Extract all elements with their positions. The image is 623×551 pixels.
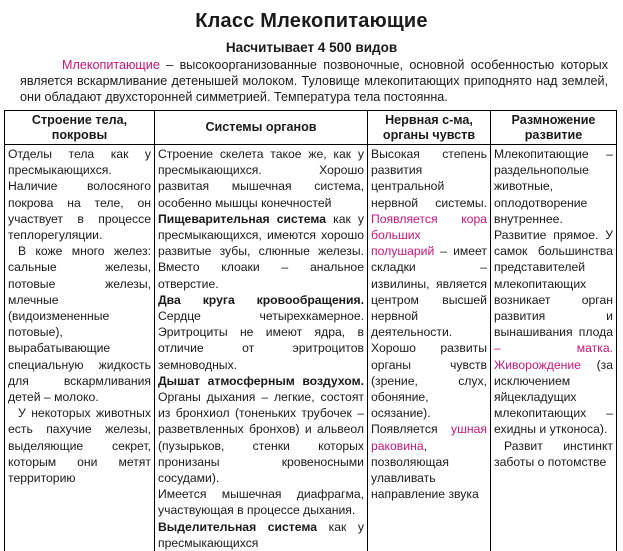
intro-paragraph (20, 57, 608, 105)
header-organ-systems: Системы органов (155, 111, 368, 145)
intro-term: Млекопитающие (62, 58, 160, 72)
header-reproduction: Размножение развитие (491, 111, 617, 145)
organ-systems-p4: Дышат атмосферным воздухом. Органы дыхания – легкие, состоят из бронхиол (тоненьких трубочек – разветвленных бронхов) и альвеол (пузырьков, стенки которых пронизаны кровеносными сосудами). (158, 373, 364, 486)
table-header-row (5, 111, 617, 145)
cell-nervous-system (368, 145, 491, 551)
organ-systems-p5: Имеется мышечная диафрагма, участвующая в процессе дыхания. (158, 486, 364, 518)
header-nervous-system: Нервная с-ма, органы чувств (368, 111, 491, 145)
reproduction-p2: Развит инстинкт заботы о потомстве (494, 438, 613, 470)
excretory-system-label: Выделительная система (158, 520, 317, 534)
cell-body-structure (5, 145, 155, 551)
body-structure-p1: Отделы тела как у пресмыкающихся. Наличие волосяного покрова на теле, он участвует в процессе теплорегуляции. (8, 146, 151, 243)
circulation-label: Два круга кровообращения. (158, 293, 364, 307)
organ-systems-p2: Пищеварительная система как у пресмыкающихся, имеются хорошо развитые зубы, слюнные железы. Вместо клоаки – анальное отверстие. (158, 211, 364, 292)
page-subtitle: Насчитывает 4 500 видов (0, 40, 623, 55)
organ-systems-p6: Выделительная система как у пресмыкающихся (158, 519, 364, 551)
page-title: Класс Млекопитающие (0, 10, 623, 33)
reproduction-p1: Млекопитающие – раздельнополые животные, оплодотворение внутреннее. Развитие прямое. У самок большинства представителей млекопитающих возникает орган развития и вынашивания плода – матка. Живорождение (за исключением яйцекладущих млекопитающих – ехидны и утконоса). (494, 146, 613, 438)
nervous-system-p1: Высокая степень развития центральной нервной системы. Появляется кора больших полушарий – имеет складки – извилины, является центром высшей нервной деятельности. Хорошо развиты органы чувств (зрение, слух, обоняние, осязание). Появляется ушная раковина, позволяющая улавливать направление звука (371, 146, 487, 502)
cortex-highlight: Появляется кора больших полушарий (371, 212, 487, 258)
digestive-system-label: Пищеварительная система (158, 212, 326, 226)
mammals-table (4, 110, 617, 551)
header-body-structure: Строение тела, покровы (5, 111, 155, 145)
body-structure-p3: У некоторых животных есть пахучие железы, выделяющие секрет, которым они метят территорию (8, 405, 151, 486)
cell-organ-systems (155, 145, 368, 551)
cell-reproduction (491, 145, 617, 551)
intro-text: – высокоорганизованные позвоночные, основной особенностью которых является вскармливание детенышей молоком. Туловище млекопитающих приподнято над землей, они обладают двухсторонней симметрией. Температура тела постоянна. (20, 58, 608, 104)
organ-systems-p1: Строение скелета такое же, как у пресмыкающихся. Хорошо развитая мышечная система, особенно мышцы конечностей (158, 146, 364, 211)
breathing-label: Дышат атмосферным воздухом. (158, 374, 364, 388)
body-structure-p2: В коже много желез: сальные железы, потовые железы, млечные (видоизмененные потовые), вырабатывающие специальную жидкость для вскармливания детей – молоко. (8, 243, 151, 405)
table-row (5, 145, 617, 551)
uterus-highlight: – матка. Живорождение (494, 341, 613, 371)
organ-systems-p3: Два круга кровообращения. Сердце четырехкамерное. Эритроциты не имеют ядра, в отличие от эритроцитов земноводных. (158, 292, 364, 373)
ear-highlight: ушная раковина (371, 422, 487, 452)
